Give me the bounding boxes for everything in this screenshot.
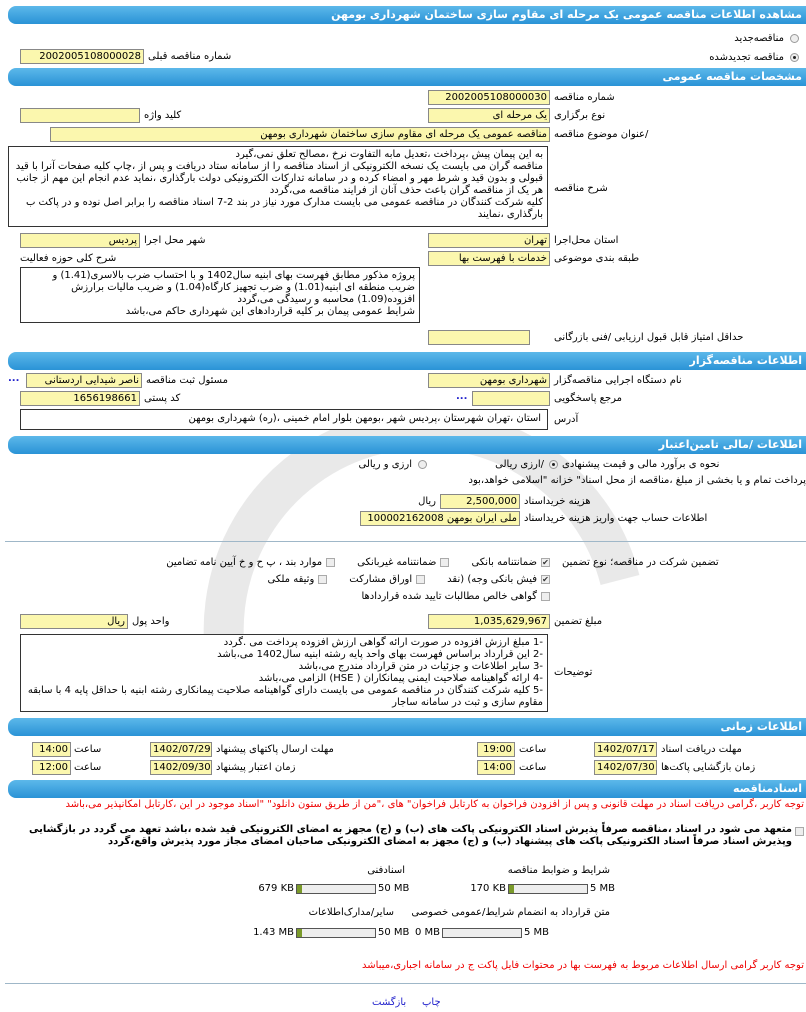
rial-radio[interactable]	[549, 460, 558, 469]
city-field[interactable]: پردیس	[20, 233, 140, 248]
file-max: 5 MB	[590, 883, 616, 894]
validity-date-field[interactable]: 1402/09/30	[150, 760, 212, 775]
time-label: ساعت	[74, 744, 102, 755]
registrar-label: مسئول ثبت مناقصه	[146, 375, 228, 386]
guarantee-bank-option[interactable]	[471, 555, 550, 570]
subject-field[interactable]: مناقصه عمومی یک مرحله ای مقاوم سازی ساختمان شهرداری بومهن	[50, 127, 550, 142]
registrar-field[interactable]: ناصر شیدایی اردستانی	[26, 373, 142, 388]
note-line: -1 مبلغ ارزش افزوده در صورت ارائه گواهی ارزش افزوده پرداخت می .گردد	[223, 637, 543, 648]
city-label: شهر محل اجرا	[144, 235, 206, 246]
file-size: 170 KB	[470, 883, 506, 894]
back-link[interactable]: بازگشت	[372, 997, 407, 1008]
note-line: -5 کلیه شرکت کنندگان در مناقصه عمومی می بایست دارای گواهینامه صلاحیت پیمانکاری رشته ابنیه با حداقل پایه 4 با سابقه مقاوم سازی و ثبت در سامانه ساجار	[27, 685, 543, 708]
file-max: 5 MB	[524, 927, 550, 938]
file-contract-label: متن قرارداد به انضمام شرایط/عمومی خصوصی	[411, 907, 610, 918]
guarantee-options-row-3	[90, 589, 550, 604]
file-progress-bar	[508, 884, 588, 894]
prev-number-field[interactable]: 2002005108000028	[20, 49, 144, 64]
guarantee-label: تضمین شرکت در مناقصه؛ نوع تضمین	[562, 557, 719, 568]
print-link[interactable]: چاپ	[422, 997, 441, 1008]
min-score-field[interactable]	[428, 330, 530, 345]
payment-note: پرداخت تمام و یا بخشی از مبلغ ،مناقصه از محل اسناد" خزانه "اسلامی خواهد،بود	[468, 475, 806, 486]
org-label: نام دستگاه اجرایی مناقصه‌گزار	[554, 375, 682, 386]
commit-checkbox[interactable]	[795, 827, 804, 836]
scope-label: شرح کلی حوزه فعالیت	[20, 253, 117, 264]
doc-deadline-field[interactable]: 1402/07/17	[594, 742, 657, 757]
doc-fee-field[interactable]: 2,500,000	[440, 494, 520, 509]
price-list-notice: توجه کاربر گرامی ارسال اطلاعات مربوط به فهرست بها در محتوات فایل پاکت ج در سامانه اجباری،میباشد	[362, 960, 804, 971]
holding-type-field[interactable]: یک مرحله ای	[428, 108, 550, 123]
estimate-label: نحوه ی برآورد مالی و قیمت پیشنهادی	[562, 459, 720, 470]
renewed-tender-radio[interactable]	[790, 53, 799, 62]
guarantee-receivables-option[interactable]	[361, 589, 550, 604]
section-timing: اطلاعات زمانی	[8, 718, 806, 736]
subject-label: /عنوان موضوع مناقصه	[554, 129, 649, 140]
page-title: مشاهده اطلاعات مناقصه عمومی یک مرحله ای مقاوم سازی ساختمان شهرداری بومهن	[8, 6, 806, 24]
account-field[interactable]: ملی ایران بومهن 100002162008	[360, 511, 520, 526]
guarantee-nonbank-option[interactable]	[357, 555, 449, 570]
file-size: 0 MB	[414, 927, 440, 938]
number-field[interactable]: 2002005108000030	[428, 90, 550, 105]
registrar-lookup-button[interactable]: ...	[8, 373, 20, 384]
description-line: کلیه شرکت کنندگان در مناقصه عمومی می بایست مدارک مورد نیاز در بند 2-7 اسناد مناقصه را برابر اصل نوده و در پاکت ب بارگذاری ،نمایند	[25, 197, 543, 220]
new-tender-label: مناقصه‌جدید	[734, 33, 784, 44]
guarantee-receivables-label: گواهی خالص مطالبات تایید شده قراردادها	[361, 591, 537, 602]
min-score-label: حداقل امتیاز قابل قبول ارزیابی /فنی بازرگانی	[554, 332, 744, 343]
address-box: استان ،تهران شهرستان ،پردیس شهر ،بومهن بلوار امام خمینی ،(ره) شهرداری بومهن	[20, 409, 548, 430]
guarantee-nonbank-label: ضمانتنامه غیربانکی	[357, 557, 437, 568]
guarantee-receivables-checkbox[interactable]	[541, 592, 550, 601]
scope-line: شرایط عمومی پیمان بر کلیه قراردادهای این شهرداری حاکم می،باشد	[125, 306, 415, 317]
divider	[5, 983, 806, 984]
note-line: -4 ارائه گواهینامه صلاحیت ایمنی پیمانکاران ( HSE) الزامی می،باشد	[258, 673, 543, 684]
description-label: شرح مناقصه	[554, 183, 608, 194]
doc-deadline-label: مهلت دریافت اسناد	[661, 744, 742, 755]
province-field[interactable]: تهران	[428, 233, 550, 248]
file-progress-fill	[509, 885, 514, 893]
category-field[interactable]: خدمات با فهرست بها	[428, 251, 550, 266]
scope-box	[20, 267, 420, 323]
guarantee-nonbank-checkbox[interactable]	[440, 558, 449, 567]
file-size: 1.43 MB	[253, 927, 294, 938]
new-tender-radio[interactable]	[790, 34, 799, 43]
number-label: شماره مناقصه	[554, 92, 615, 103]
submit-label: مهلت ارسال پاکتهای پیشنهاد	[216, 744, 334, 755]
file-other-label: سایر/مدارک‌اطلاعات	[308, 907, 394, 918]
file-progress-bar	[296, 928, 376, 938]
guarantee-bonds-label: اوراق مشارکت	[349, 574, 413, 585]
note-line: -3 سایر اطلاعات و جزئیات در متن قرارداد مندرج می،باشد	[298, 661, 543, 672]
submit-date-field[interactable]: 1402/07/29	[150, 742, 212, 757]
opening-time-field[interactable]: 14:00	[477, 760, 515, 775]
postal-label: کد پستی	[144, 393, 181, 404]
category-label: طبقه بندی موضوعی	[554, 253, 640, 264]
section-general: مشخصات مناقصه عمومی	[8, 68, 806, 86]
guarantee-bonds-checkbox[interactable]	[416, 575, 425, 584]
guarantee-amount-field[interactable]: 1,035,629,967	[428, 614, 550, 629]
guarantee-options-row-1	[90, 555, 550, 570]
file-progress-bar	[442, 928, 522, 938]
description-box	[8, 146, 548, 227]
documents-notice: توجه کاربر ،گرامی دریافت اسناد در مهلت قانونی و پس از افزودن فراخوان به کارتابل فراخوان" های ،"من از طریق ستون دانلود" "اسناد موجود در این ،کارتابل امکانپذیر می،باشد	[65, 799, 804, 810]
divider	[5, 541, 806, 542]
keyword-label: کلید واژه	[144, 110, 182, 121]
guarantee-cash-label: فیش بانکی وجه) (نقد	[447, 574, 537, 585]
file-max: 50 MB	[378, 927, 410, 938]
renewed-tender-label: مناقصه تجدیدشده	[709, 52, 784, 63]
file-progress-fill	[297, 885, 302, 893]
guarantee-property-option[interactable]	[268, 572, 328, 587]
holding-type-label: نوع برگزاری	[554, 110, 606, 121]
notes-box	[20, 634, 548, 712]
guarantee-property-label: وثیقه ملکی	[267, 574, 315, 585]
guarantee-clause-option[interactable]	[166, 555, 335, 570]
currency-label: واحد پول	[132, 616, 170, 627]
file-conditions-label: شرایط و ضوابط مناقصه	[507, 865, 610, 876]
description-line: به این پیمان پیش ،پرداخت ،تعدیل مابه التفاوت نرخ ،مصالح تعلق نمی،گیرد	[235, 149, 543, 160]
account-label: اطلاعات حساب جهت واریز هزینه خریداسناد	[524, 513, 708, 524]
description-line: مناقصه گران می بایست یک نسخه الکترونیکی از اسناد مناقصه را از سامانه ستاد دریافت و پس از ،چاپ کلیه صفحات آنرا با قید قبولی و بدون قید و شرط مهر و امضاء کرده و در سامانه تدارکات الکترونیکی دولت بارگذاری ،نماید عدم انجام این مهم از جانب هر یک از مناقصه گران باعث حذف آنان از فرایند مناقصه می،گردد	[15, 161, 543, 196]
guarantee-clause-checkbox[interactable]	[326, 558, 335, 567]
validity-time-field[interactable]: 12:00	[32, 760, 71, 775]
reference-lookup-button[interactable]: ...	[456, 391, 468, 402]
guarantee-property-checkbox[interactable]	[318, 575, 327, 584]
doc-fee-label: هزینه خریداسناد	[524, 496, 591, 507]
section-organizer: اطلاعات مناقصه‌گزار	[8, 352, 806, 370]
scope-line: پروژه مذکور مطابق فهرست بهای ابنیه سال1402 و با احتساب ضرب بالاسری(1.41) و ضریب منطقه ای ابنیه(1.01) و ضرب تجهیز کارگاه(1.04) و ضریب مالیات برارزش افزوده(1.09) محاسبه و رسیدگی می،گردد	[52, 270, 415, 305]
file-max: 50 MB	[378, 883, 410, 894]
submit-time-field[interactable]: 14:00	[32, 742, 71, 757]
address-label: آدرس	[554, 414, 579, 425]
notes-label: توضیحات	[554, 667, 593, 678]
file-progress-bar	[296, 884, 376, 894]
guarantee-bonds-option[interactable]	[349, 572, 425, 587]
file-progress-fill	[297, 929, 302, 937]
guarantee-bank-label: ضمانتنامه بانکی	[471, 557, 537, 568]
note-line: -2 این قرارداد براساس فهرست بهای واحد پایه رشته ابنیه سال1402 می،باشد	[217, 649, 543, 660]
doc-fee-unit: ریال	[418, 496, 436, 507]
currency-field[interactable]: ریال	[20, 614, 128, 629]
mixed-currency-label: ارزی و ریالی	[358, 459, 412, 470]
section-documents: اسنادمناقصه	[8, 780, 806, 798]
rial-label: /ارزی ریالی	[495, 459, 544, 470]
reference-label: مرجع پاسخگویی	[554, 393, 623, 404]
time-label: ساعت	[74, 762, 102, 773]
guarantee-cash-option[interactable]	[447, 572, 550, 587]
org-field[interactable]: شهرداری بومهن	[428, 373, 550, 388]
opening-label: زمان بازگشایی پاکت‌ها	[661, 762, 756, 773]
guarantee-cash-checkbox[interactable]: ✔	[542, 575, 549, 584]
postal-field[interactable]: 1656198661	[20, 391, 140, 406]
commit-text: متعهد می شود در اسناد ،مناقصه صرفاً پذیرش اسناد الکترونیکی پاکت های (ب) و (ج) مجهز به امضای الکترونیکی قید شده ،باشد تعهد می گردد در بازگشایی وپذیرش اسناد صرفاً اسناد الکترونیکی پاکت های پیشنهاد (ب) و (ج) مجهز به امضای الکترونیکی صاحبان امضای مجاز مورد پذیرش واقع،گردد	[28, 824, 792, 847]
time-label: ساعت	[519, 762, 547, 773]
guarantee-amount-label: مبلغ تضمین	[554, 616, 603, 627]
file-size: 679 KB	[258, 883, 294, 894]
guarantee-bank-checkbox[interactable]: ✔	[542, 558, 549, 567]
prev-number-label: شماره مناقصه قبلی	[148, 51, 232, 62]
guarantee-options-row-2	[90, 572, 550, 587]
guarantee-clause-label: موارد بند ، پ ح و خ آیین نامه تضامین	[166, 557, 323, 568]
file-technical-label: اسنادفنی	[367, 865, 405, 876]
time-label: ساعت	[519, 744, 547, 755]
province-label: استان محل‌اجرا	[554, 235, 619, 246]
opening-date-field[interactable]: 1402/07/30	[594, 760, 657, 775]
keyword-field[interactable]	[20, 108, 140, 123]
section-financial: اطلاعات /مالی تامین‌اعتبار	[8, 436, 806, 454]
doc-deadline-time-field[interactable]: 19:00	[477, 742, 515, 757]
reference-field[interactable]	[472, 391, 550, 406]
validity-label: زمان اعتبار پیشنهاد	[216, 762, 296, 773]
mixed-currency-radio[interactable]	[418, 460, 427, 469]
